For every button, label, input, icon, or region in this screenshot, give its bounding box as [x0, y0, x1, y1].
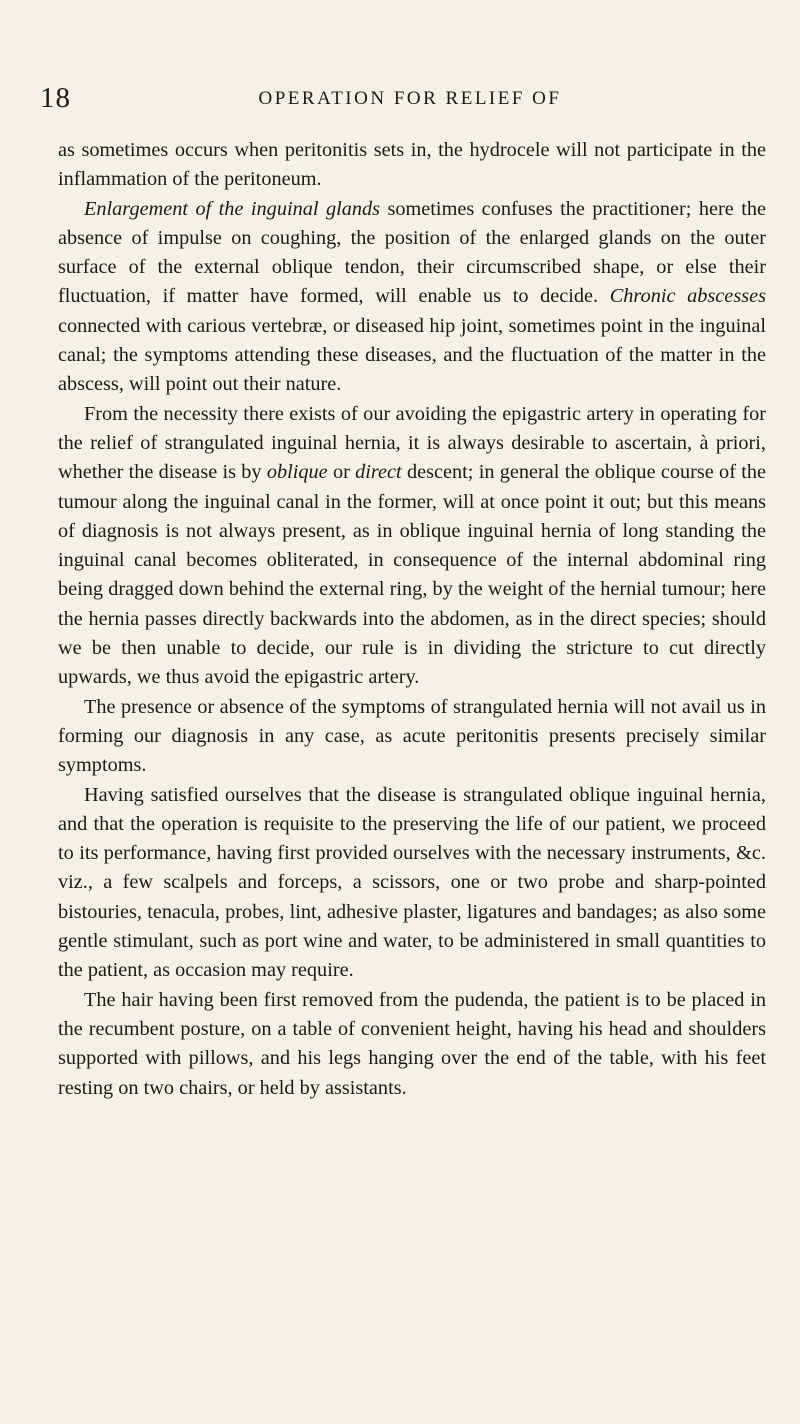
- text-run: The presence or absence of the symptoms of strangulated hernia will not avail us in forming our diagnosis in any case, as acute peritonitis presents precisely similar symptoms.: [58, 695, 766, 777]
- italic-term: direct: [355, 461, 402, 484]
- page-header: [40, 82, 760, 118]
- text-run: as sometimes occurs when peritonitis sets in, the hydrocele will not participate in the inflammation of the peritoneum.: [58, 139, 766, 191]
- paragraph: [58, 781, 766, 986]
- text-run: descent; in general the oblique course of the tumour along the inguinal canal in the former, will at once point it out; but this means of diagnosis is not always present, as in oblique inguinal hernia of long standing the inguinal canal becomes obliterated, in consequence of the internal abdominal ring being dragged down behind the external ring, by the weight of the hernial tumour; here the hernia passes directly backwards into the abdomen, as in the direct species; should we be then unable to decide, our rule is in dividing the stricture to cut directly upwards, we thus avoid the epigastric artery.: [58, 461, 766, 689]
- paragraph: [58, 986, 766, 1103]
- italic-term: oblique: [266, 461, 328, 484]
- text-run: sometimes confuses the practitioner; here the absence of impulse on coughing, the position of the enlarged glands on the outer surface of the external oblique tendon, their circumscribed shape, or else their fluctuation, if matter have formed, will enable us to decide.: [58, 197, 766, 308]
- text-run: Having satisfied ourselves that the disease is strangulated oblique inguinal hernia, and that the operation is requisite to the preserving the life of our patient, we proceed to its performance, having first provided ourselves with the necessary instruments, &c. viz., a few scalpels and forceps, a scissors, one or two probe and sharp-pointed bistouries, tenacula, probes, lint, adhesive plaster, ligatures and bandages; as also some gentle stimulant, such as port wine and water, to be administered in small quantities to the patient, as occasion may require.: [58, 783, 766, 982]
- paragraph: [58, 400, 766, 693]
- paragraph: [58, 693, 766, 781]
- italic-term: Enlargement of the inguinal glands: [84, 197, 381, 220]
- text-run: connected with carious vertebræ, or diseased hip joint, sometimes point in the inguinal canal; the symptoms attending these diseases, and the fluctuation of the matter in the abscess, will point out their nature.: [58, 314, 766, 396]
- paragraph: [58, 136, 766, 195]
- running-head: OPERATION FOR RELIEF OF: [258, 88, 562, 109]
- page-number: 18: [40, 82, 71, 114]
- italic-term: Chronic abscesses: [609, 285, 766, 308]
- text-run: From the necessity there exists of our avoiding the epigastric artery in operating for the relief of strangulated inguinal hernia, it is always desirable to ascertain, à priori, whether the disease is by: [58, 402, 766, 484]
- body-text: [58, 136, 766, 1103]
- paragraph: [58, 195, 766, 400]
- text-run: or: [327, 461, 356, 484]
- text-run: The hair having been first removed from the pudenda, the patient is to be placed in the recumbent posture, on a table of convenient height, having his head and shoulders supported with pillows, and his legs hanging over the end of the table, with his feet resting on two chairs, or held by assistants.: [58, 988, 766, 1099]
